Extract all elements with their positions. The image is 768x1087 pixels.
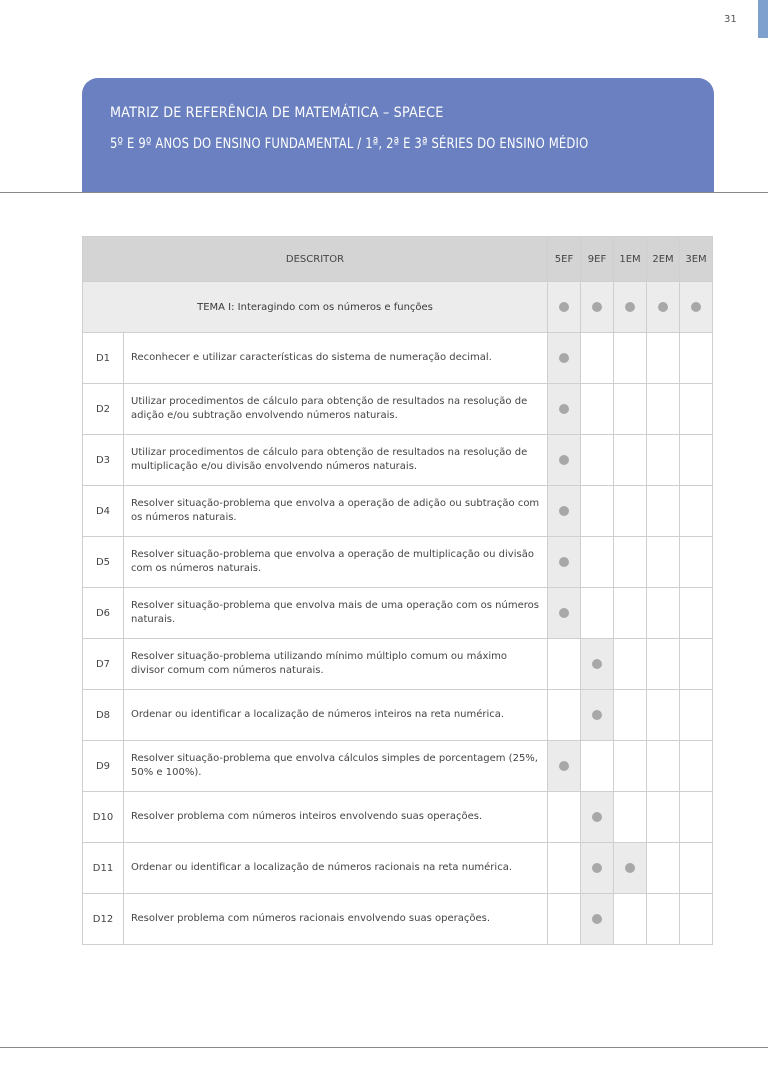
mark-cell-9ef (581, 741, 614, 792)
tema-mark-9ef (581, 282, 614, 333)
mark-cell-5ef (548, 384, 581, 435)
mark-cell-1em (614, 741, 647, 792)
mark-cell-1em (614, 843, 647, 894)
mark-cell-2em (647, 639, 680, 690)
title-line-2: 5º E 9º ANOS DO ENSINO FUNDAMENTAL / 1ª, 2ª E 3ª SÉRIES DO ENSINO MÉDIO (110, 136, 589, 152)
title-banner (82, 78, 714, 193)
mark-cell-9ef (581, 588, 614, 639)
tema-mark-1em (614, 282, 647, 333)
tema-mark-3em (680, 282, 713, 333)
mark-cell-9ef (581, 792, 614, 843)
descriptor-code: D4 (83, 486, 124, 537)
corner-accent-bar (758, 0, 768, 38)
mark-cell-3em (680, 486, 713, 537)
title-line-1: MATRIZ DE REFERÊNCIA DE MATEMÁTICA – SPAECE (110, 105, 444, 121)
mark-cell-3em (680, 639, 713, 690)
descriptor-text: Resolver situação-problema que envolva a operação de adição ou subtração com os números naturais. (124, 486, 548, 537)
column-header-descritor: DESCRITOR (83, 237, 548, 282)
dot-marker (592, 812, 602, 822)
descriptor-code: D9 (83, 741, 124, 792)
descriptor-text: Resolver situação-problema que envolva mais de uma operação com os números naturais. (124, 588, 548, 639)
mark-cell-2em (647, 333, 680, 384)
dot-marker (559, 455, 569, 465)
mark-cell-1em (614, 588, 647, 639)
descriptor-text: Resolver situação-problema que envolva a operação de multiplicação ou divisão com os números naturais. (124, 537, 548, 588)
table-row (83, 333, 713, 384)
mark-cell-2em (647, 486, 680, 537)
dot-marker (559, 404, 569, 414)
page-number: 31 (724, 14, 737, 25)
mark-cell-5ef (548, 639, 581, 690)
mark-cell-2em (647, 792, 680, 843)
mark-cell-1em (614, 537, 647, 588)
dot-marker (592, 863, 602, 873)
column-header-9ef: 9EF (581, 237, 614, 282)
mark-cell-5ef (548, 588, 581, 639)
mark-cell-9ef (581, 486, 614, 537)
descriptor-text: Utilizar procedimentos de cálculo para obtenção de resultados na resolução de multiplicação e/ou divisão envolvendo números naturais. (124, 435, 548, 486)
mark-cell-1em (614, 384, 647, 435)
mark-cell-9ef (581, 639, 614, 690)
table-row (83, 486, 713, 537)
descriptor-code: D2 (83, 384, 124, 435)
tema-mark-2em (647, 282, 680, 333)
mark-cell-3em (680, 894, 713, 945)
mark-cell-5ef (548, 690, 581, 741)
mark-cell-2em (647, 537, 680, 588)
descriptor-code: D10 (83, 792, 124, 843)
mark-cell-2em (647, 690, 680, 741)
mark-cell-3em (680, 843, 713, 894)
mark-cell-5ef (548, 741, 581, 792)
table-row (83, 639, 713, 690)
dot-marker (691, 302, 701, 312)
descriptor-code: D12 (83, 894, 124, 945)
table-row (83, 894, 713, 945)
dot-marker (559, 557, 569, 567)
mark-cell-3em (680, 792, 713, 843)
reference-matrix-table (82, 236, 713, 945)
mark-cell-3em (680, 588, 713, 639)
mark-cell-5ef (548, 792, 581, 843)
dot-marker (592, 914, 602, 924)
dot-marker (625, 863, 635, 873)
mark-cell-1em (614, 894, 647, 945)
descriptor-text: Reconhecer e utilizar características do sistema de numeração decimal. (124, 333, 548, 384)
table-header-row (83, 237, 713, 282)
table-row (83, 843, 713, 894)
descriptor-code: D7 (83, 639, 124, 690)
mark-cell-2em (647, 588, 680, 639)
mark-cell-9ef (581, 435, 614, 486)
mark-cell-5ef (548, 843, 581, 894)
table-row (83, 384, 713, 435)
mark-cell-2em (647, 741, 680, 792)
mark-cell-1em (614, 435, 647, 486)
table-row (83, 792, 713, 843)
dot-marker (559, 302, 569, 312)
mark-cell-2em (647, 435, 680, 486)
mark-cell-2em (647, 384, 680, 435)
descriptor-text: Resolver problema com números inteiros envolvendo suas operações. (124, 792, 548, 843)
mark-cell-5ef (548, 894, 581, 945)
column-header-2em: 2EM (647, 237, 680, 282)
mark-cell-1em (614, 792, 647, 843)
table-row (83, 741, 713, 792)
column-header-1em: 1EM (614, 237, 647, 282)
column-header-5ef: 5EF (548, 237, 581, 282)
mark-cell-2em (647, 894, 680, 945)
descriptor-code: D5 (83, 537, 124, 588)
tema-mark-5ef (548, 282, 581, 333)
mark-cell-3em (680, 690, 713, 741)
mark-cell-5ef (548, 537, 581, 588)
descriptor-text: Resolver situação-problema que envolva cálculos simples de porcentagem (25%, 50% e 100%). (124, 741, 548, 792)
mark-cell-1em (614, 486, 647, 537)
dot-marker (559, 506, 569, 516)
mark-cell-3em (680, 384, 713, 435)
descriptor-code: D11 (83, 843, 124, 894)
table-row (83, 537, 713, 588)
descriptor-code: D1 (83, 333, 124, 384)
mark-cell-9ef (581, 384, 614, 435)
dot-marker (559, 353, 569, 363)
mark-cell-2em (647, 843, 680, 894)
descriptor-text: Ordenar ou identificar a localização de números inteiros na reta numérica. (124, 690, 548, 741)
table-row (83, 588, 713, 639)
descriptor-code: D6 (83, 588, 124, 639)
mark-cell-3em (680, 741, 713, 792)
descriptor-text: Resolver situação-problema utilizando mínimo múltiplo comum ou máximo divisor comum com números naturais. (124, 639, 548, 690)
descriptor-text: Resolver problema com números racionais envolvendo suas operações. (124, 894, 548, 945)
mark-cell-9ef (581, 333, 614, 384)
dot-marker (559, 608, 569, 618)
mark-cell-9ef (581, 843, 614, 894)
dot-marker (592, 659, 602, 669)
mark-cell-1em (614, 333, 647, 384)
mark-cell-1em (614, 690, 647, 741)
mark-cell-9ef (581, 894, 614, 945)
mark-cell-3em (680, 333, 713, 384)
header-divider (0, 192, 768, 193)
table-row (83, 690, 713, 741)
mark-cell-5ef (548, 435, 581, 486)
dot-marker (559, 761, 569, 771)
tema-row (83, 282, 713, 333)
dot-marker (625, 302, 635, 312)
dot-marker (592, 302, 602, 312)
mark-cell-5ef (548, 333, 581, 384)
mark-cell-1em (614, 639, 647, 690)
mark-cell-3em (680, 537, 713, 588)
descriptor-text: Utilizar procedimentos de cálculo para obtenção de resultados na resolução de adição e/ou subtração envolvendo números naturais. (124, 384, 548, 435)
column-header-3em: 3EM (680, 237, 713, 282)
descriptor-code: D8 (83, 690, 124, 741)
table-row (83, 435, 713, 486)
descriptor-code: D3 (83, 435, 124, 486)
mark-cell-3em (680, 435, 713, 486)
mark-cell-9ef (581, 690, 614, 741)
footer-divider (0, 1047, 768, 1048)
mark-cell-5ef (548, 486, 581, 537)
tema-label: TEMA I: Interagindo com os números e funções (83, 282, 548, 333)
mark-cell-9ef (581, 537, 614, 588)
dot-marker (658, 302, 668, 312)
dot-marker (592, 710, 602, 720)
descriptor-text: Ordenar ou identificar a localização de números racionais na reta numérica. (124, 843, 548, 894)
